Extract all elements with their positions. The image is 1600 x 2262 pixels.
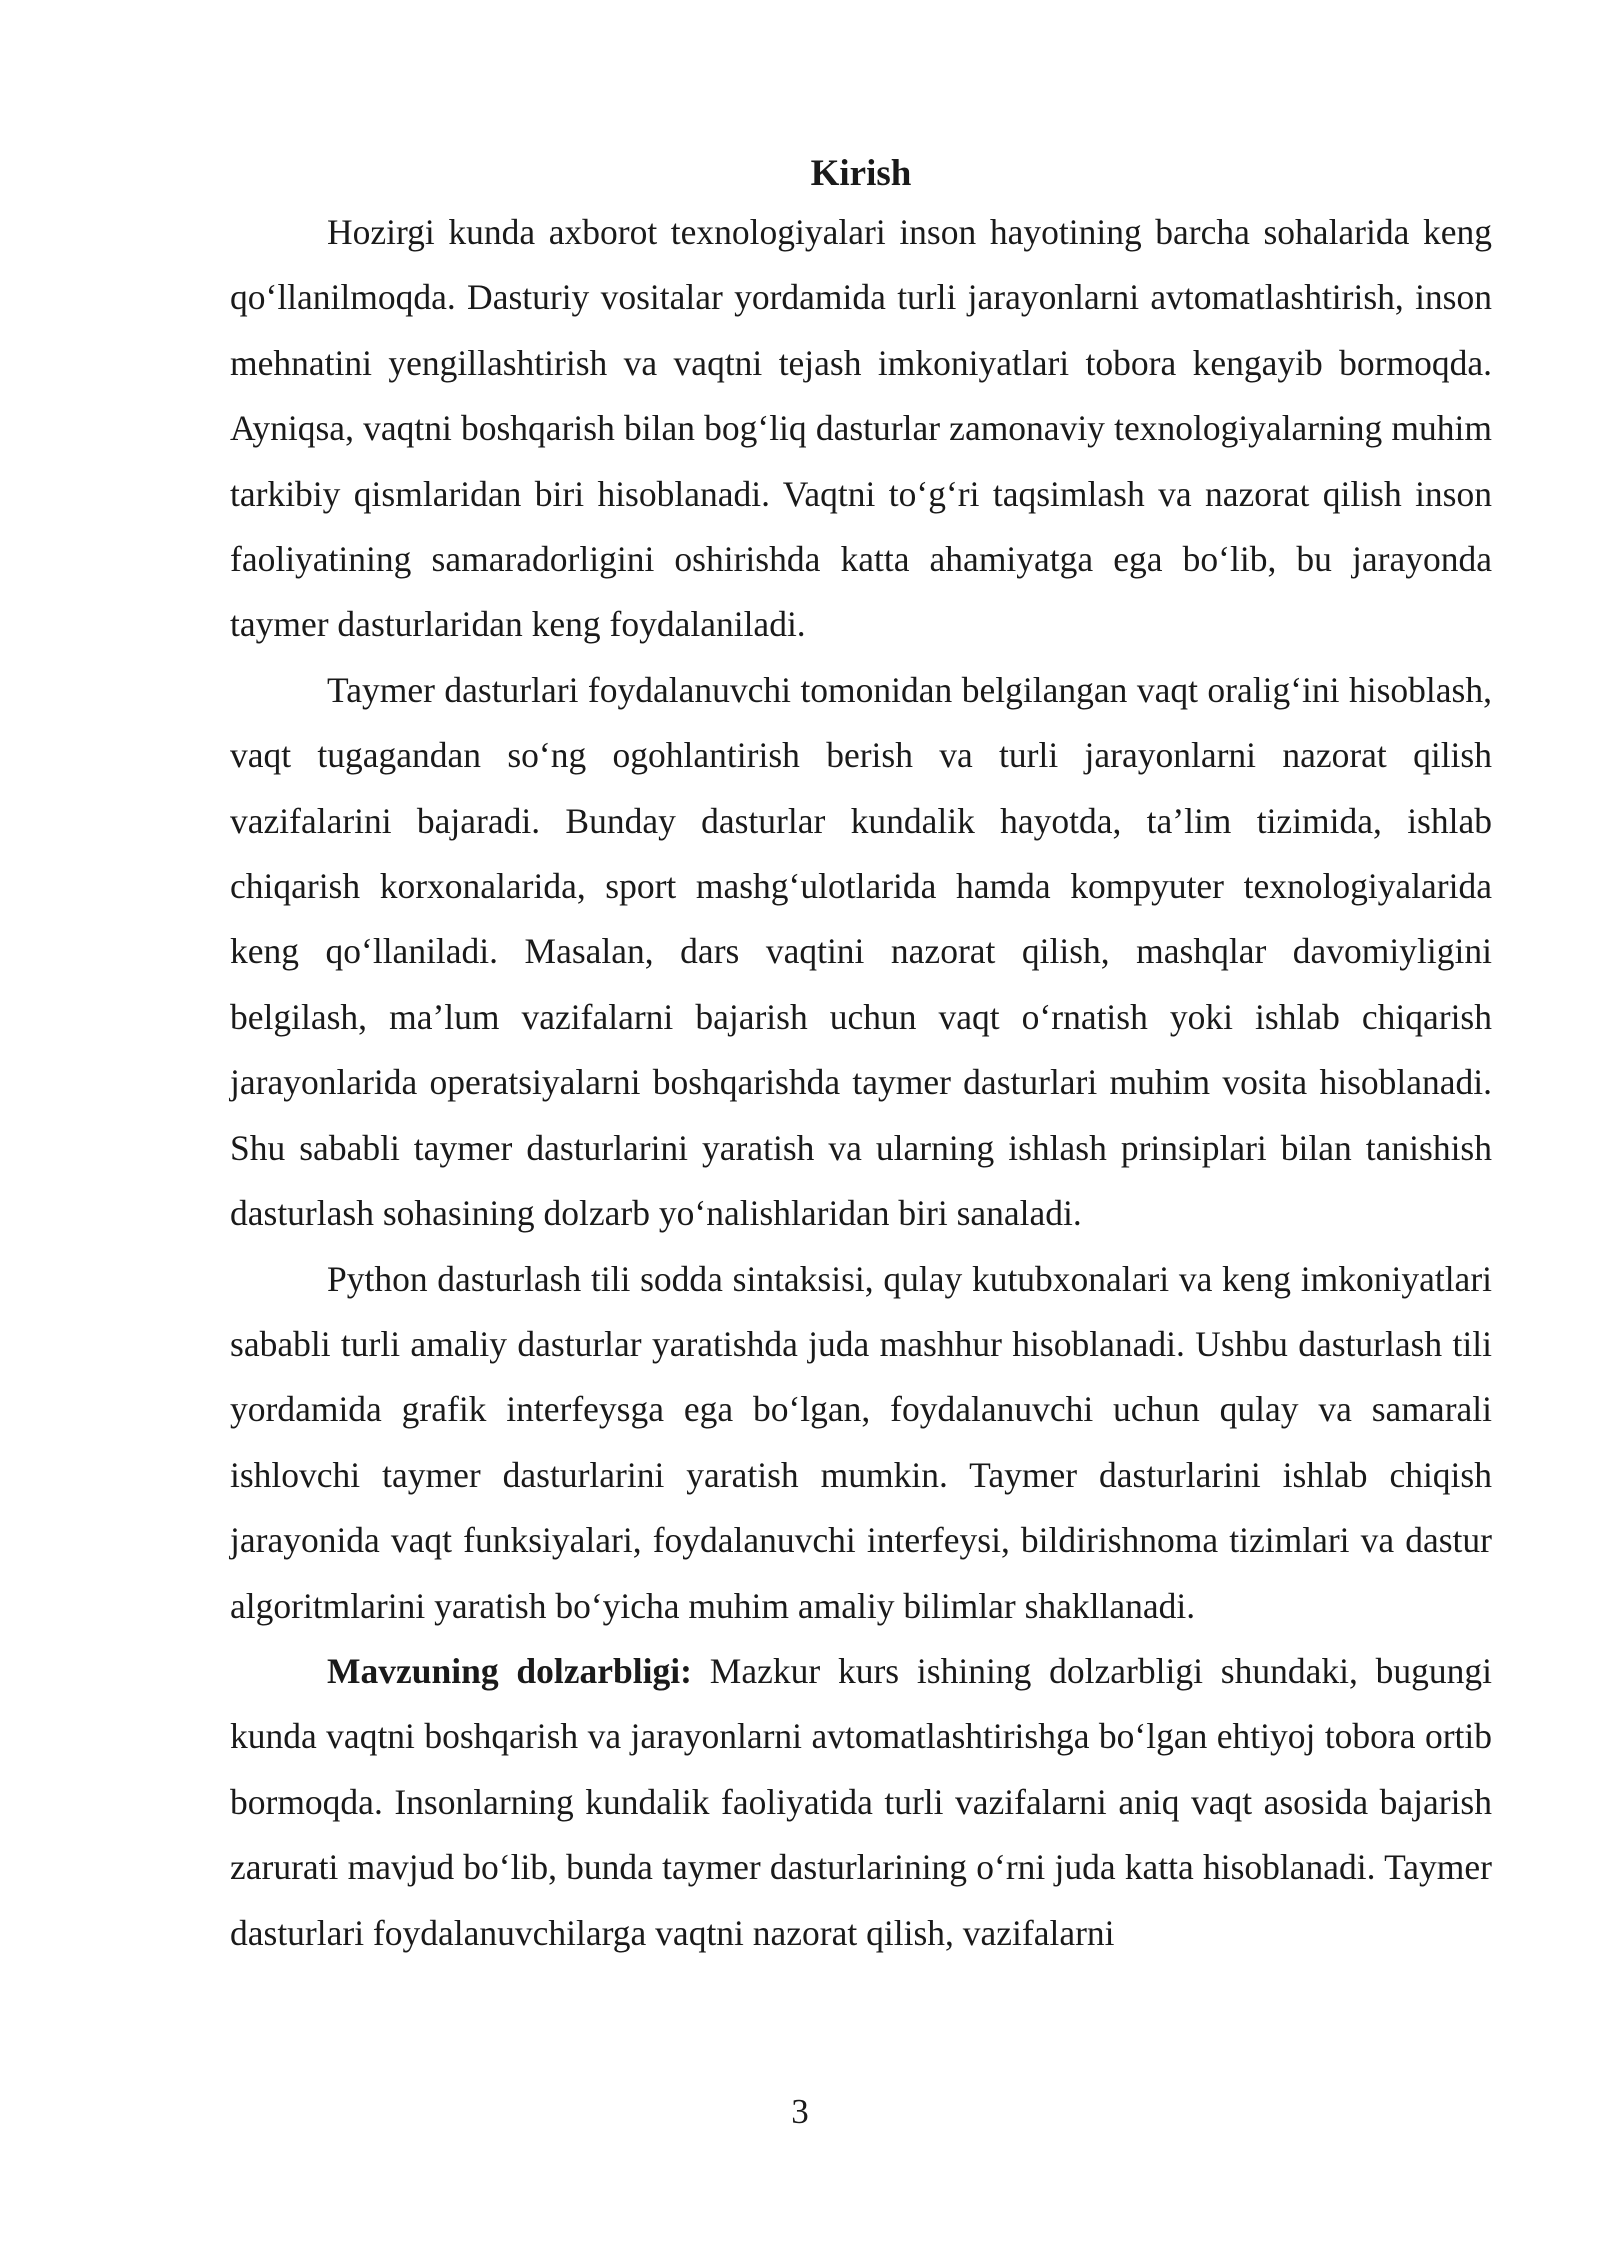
paragraph-python: Python dasturlash tili sodda sintaksisi, qulay kutubxonalari va keng imkoniyatlari sababli turli amaliy dasturlar yaratishda juda mashhur hisoblanadi. Ushbu dasturlash tili yordamida grafik interfeysga ega bo‘lgan, foydalanuvchi uchun qulay va samarali ishlovchi taymer dasturlarini yaratish mumkin. Taymer dasturlarini ishlab chiqish jarayonida vaqt funksiyalari, foydalanuvchi interfeysi, bildirishnoma tizimlari va dastur algoritmlarini yaratish bo‘yicha muhim amaliy bilimlar shakllanadi. [230,1258,1492,1626]
relevance-label: Mavzuning dolzarbligi: [327,1650,692,1691]
paragraph-relevance [230,1639,1492,1966]
page-number: 3 [791,2092,809,2131]
relevance-text: Mazkur kurs ishining dolzarbligi shundaki, bugungi kunda vaqtni boshqarish va jarayonlarni avtomatlashtirishga bo‘lgan ehtiyoj tobora ortib bormoqda. Insonlarning kundalik faoliyatida turli vazifalarni aniq vaqt asosida bajarish zarurati mavjud bo‘lib, bunda taymer dasturlarining o‘rni juda katta hisoblanadi. Taymer dasturlari foydalanuvchilarga vaqtni nazorat qilish, vazifalarni [230,1650,1492,1953]
document-page [230,148,1492,1966]
paragraph-intro: Hozirgi kunda axborot texnologiyalari inson hayotining barcha sohalarida keng qo‘llanilmoqda. Dasturiy vositalar yordamida turli jarayonlarni avtomatlashtirish, inson mehnatini yengillashtirish va vaqtni tejash imkoniyatlari tobora kengayib bormoqda. Ayniqsa, vaqtni boshqarish bilan bog‘liq dasturlar zamonaviy texnologiyalarning muhim tarkibiy qismlaridan biri hisoblanadi. Vaqtni to‘g‘ri taqsimlash va nazorat qilish inson faoliyatining samaradorligini oshirishda katta ahamiyatga ega bo‘lib, bu jarayonda taymer dasturlaridan keng foydalaniladi. [230,212,1492,645]
section-heading: Kirish [810,153,912,194]
paragraph-timer-programs: Taymer dasturlari foydalanuvchi tomonidan belgilangan vaqt oralig‘ini hisoblash, vaqt tugagandan so‘ng ogohlantirish berish va turli jarayonlarni nazorat qilish vazifalarini bajaradi. Bunday dasturlar kundalik hayotda, ta’lim tizimida, ishlab chiqarish korxonalarida, sport mashg‘ulotlarida hamda kompyuter texnologiyalarida keng qo‘llaniladi. Masalan, dars vaqtini nazorat qilish, mashqlar davomiyligini belgilash, ma’lum vazifalarni bajarish uchun vaqt o‘rnatish yoki ishlab chiqarish jarayonlarida operatsiyalarni boshqarishda taymer dasturlari muhim vosita hisoblanadi. Shu sababli taymer dasturlarini yaratish va ularning ishlash prinsiplari bilan tanishish dasturlash sohasining dolzarb yo‘nalishlaridan biri sanaladi. [230,669,1492,1234]
